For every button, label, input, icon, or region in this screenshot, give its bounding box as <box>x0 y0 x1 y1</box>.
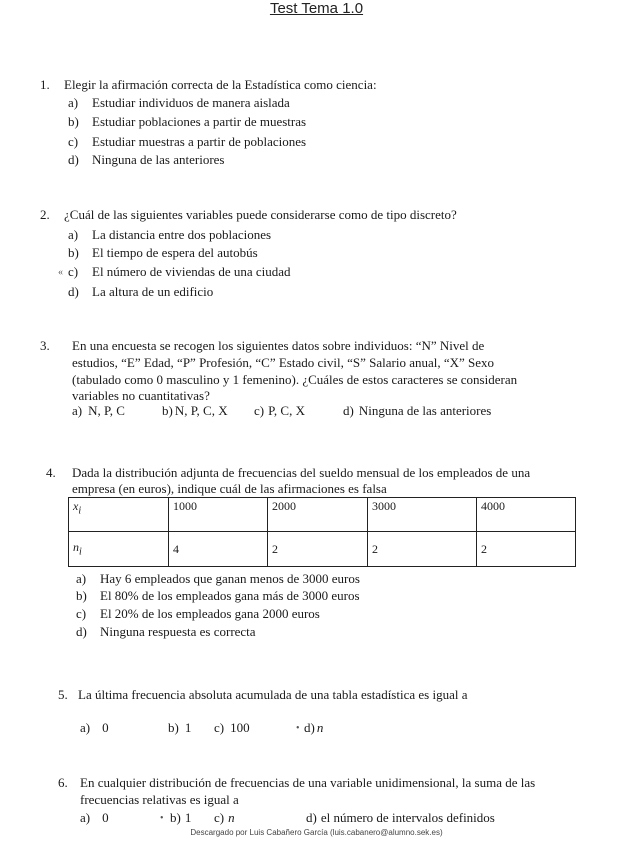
option-a: a) 0 <box>80 810 109 825</box>
answer-mark: • <box>160 813 164 824</box>
table-cell: 2 <box>268 532 368 567</box>
question-number: 3. <box>40 338 50 353</box>
question-text-line-1: Dada la distribución adjunta de frecuencias del sueldo mensual de los empleados de una <box>72 465 531 480</box>
option-a: a) La distancia entre dos poblaciones <box>68 227 272 242</box>
page-title: Test Tema 1.0 <box>269 0 364 17</box>
option-b: b) Estudiar poblaciones a partir de muestras <box>68 114 307 129</box>
question-text-line-1: En una encuesta se recogen los siguientes datos sobre individuos: “N” Nivel de <box>72 338 485 353</box>
option-d: d) n <box>304 720 324 735</box>
question-text-line-2: estudios, “E” Edad, “P” Profesión, “C” Estado civil, “S” Salario anual, “X” Sexo <box>72 355 495 370</box>
question-text: ¿Cuál de las siguientes variables puede considerarse como de tipo discreto? <box>64 207 457 222</box>
answer-mark: • <box>296 723 300 734</box>
question-text: La última frecuencia absoluta acumulada de una tabla estadística es igual a <box>78 687 468 702</box>
option-b: b) El 80% de los empleados gana más de 3000 euros <box>76 588 360 603</box>
option-d: d) el número de intervalos definidos <box>306 810 495 825</box>
question-number: 5. <box>58 687 68 702</box>
question-number: 2. <box>40 207 50 222</box>
download-footer: Descargado por Luis Cabañero García (luis.cabanero@alumno.sek.es) <box>190 828 443 837</box>
option-c: c) n <box>214 810 235 825</box>
option-b: b) 1 <box>168 720 192 735</box>
option-a: a) Estudiar individuos de manera aislada <box>68 95 290 110</box>
table-cell: 2 <box>368 532 477 567</box>
question-text-line-2: frecuencias relativas es igual a <box>80 792 239 807</box>
option-c: c) El 20% de los empleados gana 2000 euros <box>76 606 320 621</box>
answer-mark: « <box>58 267 63 278</box>
table-cell: 2 <box>477 532 576 567</box>
option-c: c) El número de viviendas de una ciudad <box>68 264 291 279</box>
question-text-line-2: empresa (en euros), indique cuál de las afirmaciones es falsa <box>72 481 387 496</box>
table-row <box>69 532 576 567</box>
option-d: d) La altura de un edificio <box>68 284 214 299</box>
option-d: d) Ninguna de las anteriores <box>343 403 492 418</box>
question-number: 4. <box>46 465 56 480</box>
option-a: a) Hay 6 empleados que ganan menos de 3000 euros <box>76 571 360 586</box>
option-d: d) Ninguna de las anteriores <box>68 152 225 167</box>
option-d: d) Ninguna respuesta es correcta <box>76 624 256 639</box>
option-c: c) P, C, X <box>254 403 305 418</box>
frequency-table <box>68 497 576 567</box>
table-cell: 3000 <box>368 498 477 532</box>
question-text-line-1: En cualquier distribución de frecuencias de una variable unidimensional, la suma de las <box>80 775 536 790</box>
option-b: b) El tiempo de espera del autobús <box>68 245 258 260</box>
option-c: c) 100 <box>214 720 250 735</box>
option-b: b) N, P, C, X <box>162 403 228 418</box>
table-header-cell: $n_i$ <box>69 532 169 567</box>
table-cell: 2000 <box>268 498 368 532</box>
question-text-line-4: variables no cuantitativas? <box>72 388 210 403</box>
option-b: b) 1 <box>170 810 192 825</box>
table-cell: 4 <box>169 532 268 567</box>
question-text-line-3: (tabulado como 0 masculino y 1 femenino). ¿Cuáles de estos caracteres se consideran <box>72 372 518 387</box>
option-a: a) N, P, C <box>72 403 125 418</box>
table-cell: 4000 <box>477 498 576 532</box>
table-cell: 1000 <box>169 498 268 532</box>
table-header-cell: $x_i$ <box>69 498 169 532</box>
question-text: Elegir la afirmación correcta de la Estadística como ciencia: <box>64 77 377 92</box>
option-a: a) 0 <box>80 720 109 735</box>
question-number: 1. <box>40 77 50 92</box>
table-row <box>69 498 576 532</box>
option-c: c) Estudiar muestras a partir de poblaciones <box>68 134 307 149</box>
question-number: 6. <box>58 775 68 790</box>
